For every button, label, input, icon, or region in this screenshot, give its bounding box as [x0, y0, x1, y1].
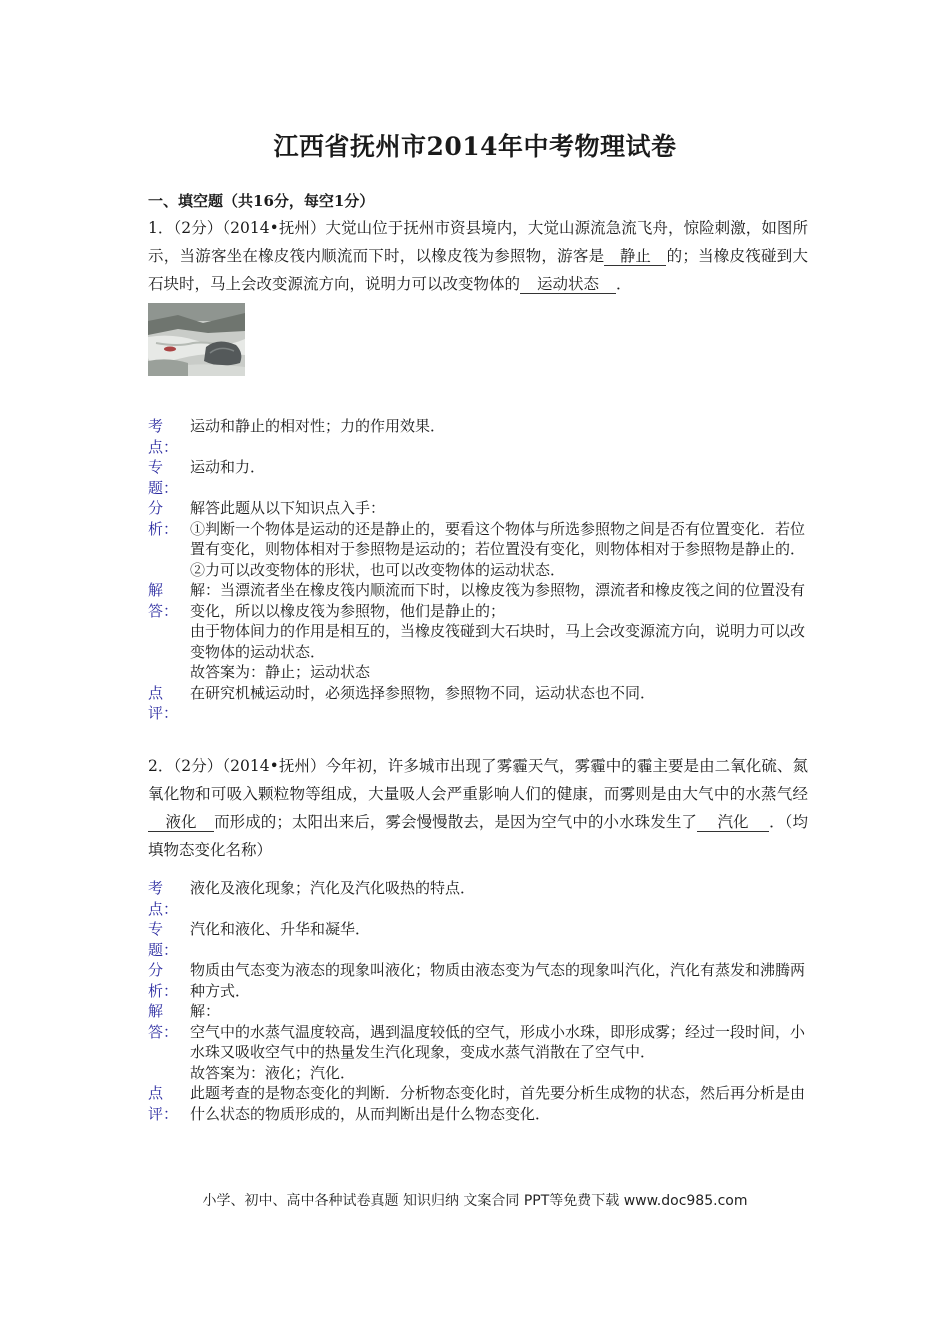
- q2-dianping-row: [148, 1083, 808, 1124]
- kaodian-label: [148, 878, 190, 919]
- fenxi-label: [148, 498, 190, 580]
- label-char: 专: [148, 920, 164, 938]
- label-char: 答：: [148, 601, 179, 620]
- q2-kaodian-text: 液化及液化现象；汽化及汽化吸热的特点．: [190, 879, 476, 897]
- q1-dianping-row: [148, 683, 808, 724]
- q2-dianping-text: 此题考查的是物态变化的判断．分析物态变化时，首先要分析生成物的状态，然后再分析是由什么状态的物质形成的，从而判断出是什么物态变化．: [190, 1084, 806, 1123]
- q1-answer-blank-2: 运动状态: [520, 275, 616, 294]
- label-char: 析：: [148, 519, 179, 538]
- fenxi-line: ①判断一个物体是运动的还是静止的，要看这个物体与所选参照物之间是否有位置变化．若位置有变化，则物体相对于参照物是运动的；若位置没有变化，则物体相对于参照物是静止的．: [190, 519, 806, 558]
- q1-zhuanti-text: 运动和力．: [190, 458, 266, 476]
- q2-jieda-text: [190, 1001, 808, 1083]
- label-char: 题：: [148, 478, 179, 497]
- kaodian-label: [148, 416, 190, 457]
- zhuanti-label: [148, 457, 190, 498]
- q1-text-part1: 1．（2分）（2014•抚州）大觉山位于抚州市资县境内，大觉山源流急流飞舟，惊险刺激，如图所示，当游客坐在橡皮筏内顺流而下时，以橡皮筏为参照物，游客是: [148, 219, 808, 265]
- label-char: 题：: [148, 940, 179, 959]
- fenxi-line: 解答此题从以下知识点入手：: [190, 499, 386, 517]
- fenxi-line: ②力可以改变物体的形状，也可以改变物体的运动状态．: [190, 560, 566, 579]
- label-char: 考: [148, 879, 164, 897]
- q2-jieda-row: [148, 1001, 808, 1083]
- q2-answer-blank-1: 液化: [148, 813, 214, 832]
- q1-jieda-text: [190, 580, 808, 683]
- fenxi-label: [148, 960, 190, 1001]
- dianping-label: [148, 683, 190, 724]
- q1-text-part3: ．: [616, 275, 632, 293]
- q2-analysis: [148, 878, 808, 1124]
- section-heading: 一、填空题（共16分，每空1分）: [148, 192, 375, 210]
- q1-fenxi-text: [190, 498, 808, 580]
- label-char: 点: [148, 1084, 164, 1102]
- label-char: 解: [148, 1002, 164, 1020]
- q1-dianping-text: 在研究机械运动时，必须选择参照物，参照物不同，运动状态也不同．: [190, 683, 656, 702]
- jieda-line: 解：: [190, 1002, 221, 1020]
- label-char: 分: [148, 961, 164, 979]
- jieda-line: 由于物体间力的作用是相互的，当橡皮筏碰到大石块时，马上会改变源流方向，说明力可以改变物体的运动状态．: [190, 622, 806, 661]
- q2-answer-blank-2: 汽化: [697, 813, 769, 832]
- label-char: 答：: [148, 1022, 179, 1041]
- jieda-line: 故答案为：静止；运动状态: [190, 663, 371, 681]
- q1-fenxi-row: [148, 498, 808, 580]
- q2-fenxi-row: [148, 960, 808, 1001]
- label-char: 析：: [148, 981, 179, 1000]
- question-2-text: [148, 752, 808, 864]
- q2-text-part3: ．（均填物态变化名称）: [148, 813, 808, 859]
- q2-kaodian-row: [148, 878, 808, 919]
- jieda-label: [148, 580, 190, 683]
- q1-jieda-row: [148, 580, 808, 683]
- q2-text-part1: 2．（2分）（2014•抚州）今年初，许多城市出现了雾霾天气，雾霾中的霾主要是由二氧化硫、氮氧化物和可吸入颗粒物等组成，大量吸人会严重影响人们的健康，而雾则是由大气中的水蒸气经: [148, 757, 808, 803]
- q2-text-part2: 而形成的；太阳出来后，雾会慢慢散去，是因为空气中的小水珠发生了: [214, 813, 697, 831]
- label-char: 点: [148, 683, 164, 702]
- page-footer: 小学、初中、高中各种试卷真题 知识归纳 文案合同 PPT等免费下载 www.doc985.com: [202, 1193, 748, 1209]
- jieda-line: 解：当漂流者坐在橡皮筏内顺流而下时，以橡皮筏为参照物，漂流者和橡皮筏之间的位置没有变化，所以以橡皮筏为参照物，他们是静止的；: [190, 581, 806, 620]
- q1-zhuanti-row: [148, 457, 808, 498]
- q1-kaodian-text: 运动和静止的相对性；力的作用效果．: [190, 417, 446, 435]
- q1-kaodian-row: [148, 416, 808, 457]
- label-char: 评：: [148, 1104, 179, 1123]
- jieda-line: 故答案为：液化；汽化．: [190, 1063, 356, 1082]
- dianping-label: [148, 1083, 190, 1124]
- rafting-river-image: [148, 303, 245, 376]
- label-char: 分: [148, 499, 164, 517]
- q1-answer-blank-1: 静止: [604, 247, 666, 266]
- label-char: 专: [148, 458, 164, 476]
- q2-zhuanti-row: [148, 919, 808, 960]
- q1-text-part2: 的；当橡皮筏碰到大石块时，马上会改变源流方向，说明力可以改变物体的: [148, 247, 808, 293]
- jieda-label: [148, 1001, 190, 1083]
- q2-fenxi-text: 物质由气态变为液态的现象叫液化；物质由液态变为气态的现象叫汽化，汽化有蒸发和沸腾两种方式．: [190, 961, 806, 1000]
- q2-zhuanti-text: 汽化和液化、升华和凝华．: [190, 920, 371, 938]
- label-char: 评：: [148, 704, 179, 722]
- label-char: 点：: [148, 899, 179, 918]
- page-title: 江西省抚州市2014年中考物理试卷: [273, 132, 677, 161]
- label-char: 解: [148, 581, 164, 599]
- q1-analysis: [148, 416, 808, 724]
- jieda-line: 空气中的水蒸气温度较高，遇到温度较低的空气，形成小水珠，即形成雾；经过一段时间，小水珠又吸收空气中的热量发生汽化现象，变成水蒸气消散在了空气中．: [190, 1022, 806, 1061]
- question-1-text: [148, 214, 808, 298]
- zhuanti-label: [148, 919, 190, 960]
- label-char: 考: [148, 417, 164, 435]
- label-char: 点：: [148, 437, 179, 456]
